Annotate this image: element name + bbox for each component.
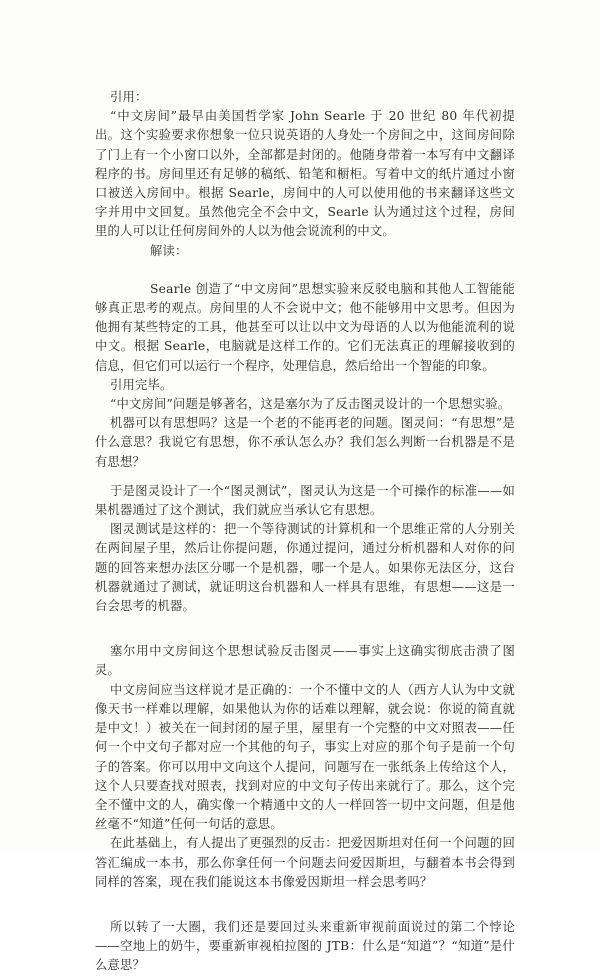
turing-test-paragraph: 于是图灵设计了一个“图灵测试”，图灵认为这是一个可操作的标准——如果机器通过了这个测试，我们就应当承认它有思想。 [95,483,515,518]
einstein-counter-paragraph: 在此基础上，有人提出了更强烈的反击：把爱因斯坦对任何一个问题的回答汇编成一本书，那么你拿任何一个问题去问爱因斯坦，与翻着本书会得到同样的答案，现在我们能说这本书像爱因斯坦一样会思考吗？ [95,836,515,889]
famous-problem-paragraph: “中文房间”问题是够著名，这是塞尔为了反击图灵设计的一个思想实验。 [110,397,511,412]
quote-end: 引用完毕。 [110,377,173,392]
searle-interpretation-paragraph: Searle 创造了“中文房间”思想实验来反驳电脑和其他人工智能能够真正思考的观点。房间里的人不会说中文；他不能够用中文思考。但因为他拥有某些特定的工具，他甚至可以让以中文为母语的人以为他能流利的说中文。根据 Searle，电脑就是这样工作的。它们无法真正的理解接收到的信息，但它们可以运行一个程序，处理信息，然后给出一个智能的印象。 [95,281,515,373]
paragraph-gap [95,892,515,918]
interpretation-label: 解读： [150,243,188,258]
paragraph-gap [95,261,515,280]
quote-label: 引用： [110,90,148,104]
document-body [95,88,515,976]
paragraph-gap [95,472,515,482]
paragraph-gap [95,616,515,642]
chinese-room-intro-paragraph: “中文房间”最早由美国哲学家 John Searle 于 20 世纪 80 年代初提出。这个实验要求你想象一位只说英语的人身处一个房间之中，这间房间除了门上有一个小窗口以外，全部都是封闭的。他随身带着一本写有中文翻译程序的书。房间里还有足够的稿纸、铅笔和橱柜。写着中文的纸片通过小窗口被送入房间中。根据 Searle，房间中的人可以使用他的书来翻译这些文字并用中文回复。虽然他完全不会中文，Searle 认为通过这个过程，房间里的人可以让任何房间外的人以为他会说流利的中文。 [95,109,515,239]
turing-test-detail-paragraph: 图灵测试是这样的：把一个等待测试的计算机和一个思维正常的人分别关在两间屋子里，然后让你提问题，你通过提问，通过分析机器和人对你的问题的回答来想办法区分哪一个是机器，哪一个是人。如果你无法区分，这台机器就通过了测试，就证明这台机器和人一样具有思维，有思想——这是一台会思考的机器。 [95,522,515,614]
conclusion-paragraph: 所以转了一大圈，我们还是要回过头来重新审视前面说过的第二个悖论——空地上的奶牛，要重新审视柏拉图的 JTB：什么是“知道”？“知道”是什么意思？ [95,919,515,973]
room-description-paragraph: 中文房间应当这样说才是正确的：一个不懂中文的人（西方人认为中文就像天书一样难以理解，如果他认为你的话难以理解，就会说：你说的简直就是中文！）被关在一间封闭的屋子里，屋里有一个完整的中文对照表——任何一个中文句子都对应一个其他的句子，事实上对应的那个句子是前一个句子的答案。你可以用中文向这个人提问，问题写在一张纸条上传给这个人，这个人只要查找对照表，找到对应的中文句子传出来就行了。那么，这个完全不懂中文的人，确实像一个精通中文的人一样回答一切中文问题，但是他丝毫不“知道”任何一句话的意思。 [95,682,515,832]
searle-counter-paragraph: 塞尔用中文房间这个思想试验反击图灵——事实上这确实彻底击溃了图灵。 [95,644,515,678]
machine-think-paragraph: 机器可以有思想吗？这是一个老的不能再老的问题。图灵问：“有思想”是什么意思？我说它有思想，你不承认怎么办？我们怎么判断一台机器是不是有思想？ [95,416,515,469]
